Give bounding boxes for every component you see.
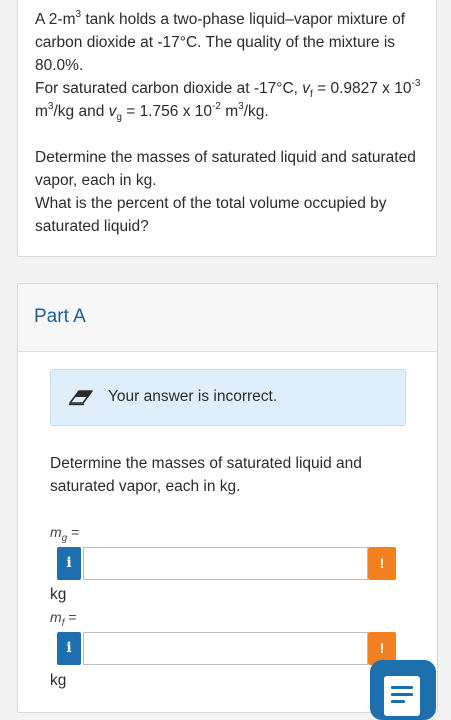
mf-input[interactable] [83,632,368,665]
notes-icon [384,676,420,716]
feedback-message: Your answer is incorrect. [108,388,278,405]
info-icon: i [66,640,72,656]
problem-card [17,0,437,257]
paragraph-gap [35,123,425,146]
part-a-card [17,283,438,713]
problem-question-2: What is the percent of the total volume occupied by saturated liquid? [35,195,387,235]
mg-input[interactable] [83,547,368,580]
info-icon: i [66,555,72,571]
problem-paragraph-1: A $2-m^3$ tank holds a two-phase liquid–vapor mixture of carbon dioxide at -17°C. The quality of the mixture is 80.0%. [35,8,406,74]
exclamation-icon: ! [379,555,385,571]
feedback-box [50,369,406,426]
mf-label: $m_f$ = [50,609,77,629]
mg-info-button[interactable] [57,547,81,580]
mg-warning-badge[interactable] [368,547,396,580]
part-a-title[interactable]: Part A [34,306,86,327]
problem-question-1: Determine the masses of saturated liquid and saturated vapor, each in kg. [35,149,416,189]
part-a-question: Determine the masses of saturated liquid and saturated vapor, each in kg. [50,455,362,495]
problem-paragraph-2: For saturated carbon dioxide at -17°C, $v_f = 0.9827$ x $10^{-3}$ $m^3/kg$ and $v_g = 1.756$ x $10^{-2}$ $m^3/kg$. [35,77,421,124]
problem-statement [35,8,425,238]
mf-info-button[interactable] [57,632,81,665]
mf-unit: kg [50,672,67,689]
eraser-icon [68,388,94,406]
exclamation-icon: ! [379,640,385,656]
notes-button[interactable] [370,660,436,720]
mg-label: $m_g$ = [50,524,80,544]
mg-unit: kg [50,586,67,603]
